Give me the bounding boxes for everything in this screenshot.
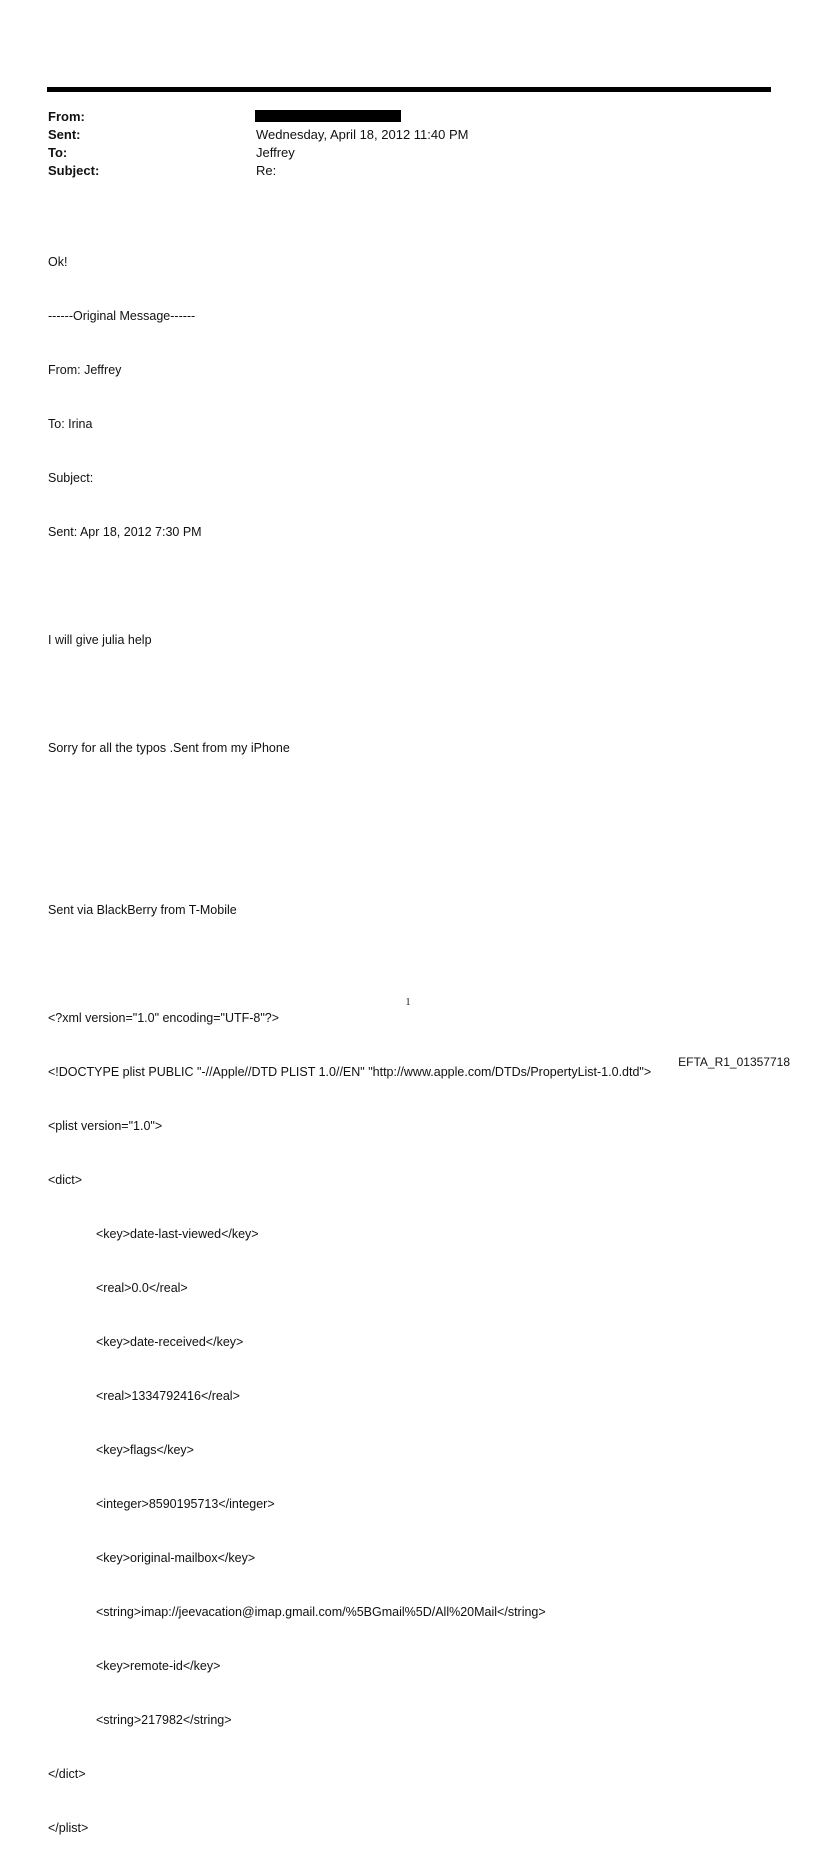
- body-line: </dict>: [48, 1767, 86, 1781]
- body-line: <string>imap://jeevacation@imap.gmail.com/%5BGmail%5D/All%20Mail</string>: [96, 1605, 546, 1619]
- body-line: ------Original Message------: [48, 309, 196, 323]
- to-value: Jeffrey: [256, 145, 295, 160]
- body-line: <key>original-mailbox</key>: [96, 1551, 256, 1565]
- body-line: [48, 955, 651, 973]
- body-line: Subject:: [48, 471, 94, 485]
- body-line: <dict>: [48, 1173, 83, 1187]
- header-rule: [47, 87, 771, 92]
- body-line: From: Jeffrey: [48, 363, 122, 377]
- body-line: Sorry for all the typos .Sent from my iPhone: [48, 741, 290, 755]
- body-line: Sent: Apr 18, 2012 7:30 PM: [48, 525, 202, 539]
- body-line: Sent via BlackBerry from T-Mobile: [48, 903, 237, 917]
- body-line: <key>date-received</key>: [96, 1335, 244, 1349]
- bates-number: EFTA_R1_01357718: [678, 1055, 790, 1069]
- body-line: <key>remote-id</key>: [96, 1659, 221, 1673]
- body-line: I will give julia help: [48, 633, 152, 647]
- to-label: To:: [48, 145, 68, 160]
- message-body: [48, 217, 651, 1855]
- body-line: <string>217982</string>: [96, 1713, 232, 1727]
- body-line: Ok!: [48, 255, 68, 269]
- body-line: <?xml version="1.0" encoding="UTF-8"?>: [48, 1011, 280, 1025]
- from-label: From:: [48, 109, 85, 124]
- body-line: To: Irina: [48, 417, 93, 431]
- redaction-box: [255, 110, 401, 122]
- body-line: [48, 685, 651, 703]
- body-line: <plist version="1.0">: [48, 1119, 163, 1133]
- body-line: <key>flags</key>: [96, 1443, 194, 1457]
- subject-label: Subject:: [48, 163, 100, 178]
- body-line: <!DOCTYPE plist PUBLIC "-//Apple//DTD PLIST 1.0//EN" "http://www.apple.com/DTDs/PropertyList-1.0.dtd">: [48, 1065, 652, 1079]
- sent-value: Wednesday, April 18, 2012 11:40 PM: [256, 127, 469, 142]
- body-line: [48, 793, 651, 811]
- body-line: </plist>: [48, 1821, 89, 1835]
- body-line: [48, 577, 651, 595]
- body-line: [48, 847, 651, 865]
- subject-value: Re:: [256, 163, 277, 178]
- body-line: <real>0.0</real>: [96, 1281, 188, 1295]
- body-line: <integer>8590195713</integer>: [96, 1497, 275, 1511]
- body-line: <real>1334792416</real>: [96, 1389, 240, 1403]
- body-line: <key>date-last-viewed</key>: [96, 1227, 259, 1241]
- sent-label: Sent:: [48, 127, 81, 142]
- page-number: 1: [405, 997, 411, 1008]
